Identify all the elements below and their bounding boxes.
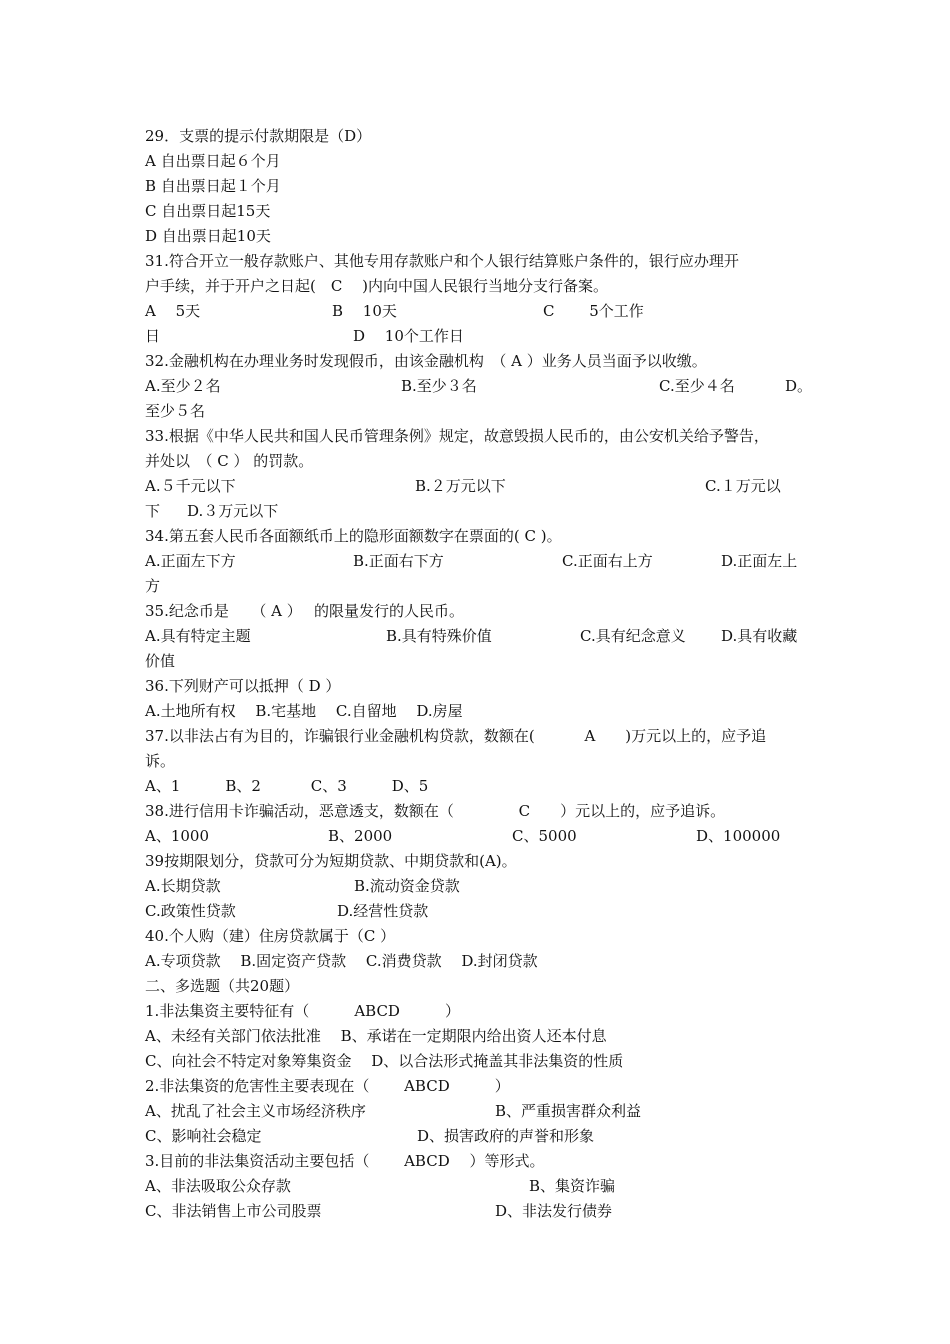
question-39-stem: 39按期限划分，贷款可分为短期贷款、中期贷款和(A)。 bbox=[145, 852, 517, 870]
question-34-option-a: A.正面左下方 bbox=[145, 552, 236, 570]
section-heading-multiple-choice: 二、多选题（共20题） bbox=[145, 977, 300, 995]
question-32-option-d-continued: 至少５名 bbox=[145, 402, 206, 420]
question-37-stem-line-2: 诉。 bbox=[145, 752, 176, 770]
question-34-stem: 34.第五套人民币各面额纸币上的隐形面额数字在票面的( C )。 bbox=[145, 527, 562, 545]
question-34-option-d-continued: 方 bbox=[145, 577, 161, 595]
question-32-options-row bbox=[145, 376, 825, 396]
multi-question-3-options-row-2 bbox=[145, 1201, 825, 1221]
question-35-option-b: B.具有特殊价值 bbox=[386, 627, 492, 645]
question-31-stem-line-1: 31.符合开立一般存款账户、其他专用存款账户和个人银行结算账户条件的，银行应办理开 bbox=[145, 252, 739, 270]
question-39-options-row-1 bbox=[145, 876, 825, 896]
question-40-options: A.专项贷款 B.固定资产贷款 C.消费贷款 D.封闭贷款 bbox=[145, 952, 538, 970]
question-39-option-a: A.长期贷款 bbox=[145, 877, 221, 895]
multi-question-3-options-row-1 bbox=[145, 1176, 825, 1196]
multi-question-2-option-a: A、扰乱了社会主义市场经济秩序 bbox=[145, 1102, 366, 1120]
question-32-option-a: A.至少２名 bbox=[145, 377, 221, 395]
multi-question-2-options-row-1 bbox=[145, 1101, 825, 1121]
question-32-option-c: C.至少４名 bbox=[659, 377, 735, 395]
question-39-option-c: C.政策性贷款 bbox=[145, 902, 236, 920]
question-36-options: A.土地所有权 B.宅基地 C.自留地 D.房屋 bbox=[145, 702, 463, 720]
question-33-option-c-continued: 下 bbox=[145, 502, 161, 520]
question-39-option-b: B.流动资金贷款 bbox=[354, 877, 460, 895]
question-33-stem-line-1: 33.根据《中华人民共和国人民币管理条例》规定，故意毁损人民币的，由公安机关给予警告， bbox=[145, 427, 769, 445]
question-35-option-d: D.具有收藏 bbox=[721, 627, 798, 645]
question-39-options-row-2 bbox=[145, 901, 825, 921]
question-32-option-b: B.至少３名 bbox=[401, 377, 477, 395]
multi-question-3-stem: 3.目前的非法集资活动主要包括（ ABCD ）等形式。 bbox=[145, 1152, 545, 1170]
question-29-option-a: A 自出票日起６个月 bbox=[145, 152, 281, 170]
question-38-option-c: C、5000 bbox=[512, 827, 577, 845]
multi-question-1-options-ab: A、未经有关部门依法批准 B、承诺在一定期限内给出资人还本付息 bbox=[145, 1027, 607, 1045]
question-40-stem: 40.个人购（建）住房贷款属于（C ） bbox=[145, 927, 396, 945]
question-31-option-a: A 5天 bbox=[145, 302, 201, 320]
multi-question-3-option-b: B、集资诈骗 bbox=[529, 1177, 616, 1195]
multi-question-1-stem: 1.非法集资主要特征有（ ABCD ） bbox=[145, 1002, 460, 1020]
question-29-option-d: D 自出票日起10天 bbox=[145, 227, 271, 245]
question-34-option-d: D.正面左上 bbox=[721, 552, 798, 570]
multi-question-3-option-a: A、非法吸取公众存款 bbox=[145, 1177, 291, 1195]
question-38-option-d: D、100000 bbox=[696, 827, 781, 845]
question-33-options-row-1 bbox=[145, 476, 825, 496]
question-32-stem: 32.金融机构在办理业务时发现假币，由该金融机构 （ A ）业务人员当面予以收缴。 bbox=[145, 352, 707, 370]
question-37-stem-line-1: 37.以非法占有为目的，诈骗银行业金融机构贷款，数额在( A )万元以上的，应予追 bbox=[145, 727, 767, 745]
question-33-stem-line-2: 并处以 （ C ） 的罚款。 bbox=[145, 452, 314, 470]
multi-question-2-options-row-2 bbox=[145, 1126, 825, 1146]
question-31-options-row-1 bbox=[145, 301, 825, 321]
question-29-option-b: B 自出票日起１个月 bbox=[145, 177, 281, 195]
multi-question-2-stem: 2.非法集资的危害性主要表现在（ ABCD ） bbox=[145, 1077, 510, 1095]
question-35-option-c: C.具有纪念意义 bbox=[580, 627, 686, 645]
multi-question-3-option-d: D、非法发行债券 bbox=[495, 1202, 613, 1220]
question-33-option-d: D.３万元以下 bbox=[187, 502, 279, 520]
question-34-options-row bbox=[145, 551, 825, 571]
question-35-option-d-continued: 价值 bbox=[145, 652, 176, 670]
question-32-option-d: D。 bbox=[785, 377, 813, 395]
question-31-option-b: B 10天 bbox=[332, 302, 397, 320]
question-38-option-a: A、1000 bbox=[145, 827, 210, 845]
question-33-option-c: C.１万元以 bbox=[705, 477, 781, 495]
question-34-option-c: C.正面右上方 bbox=[562, 552, 653, 570]
question-31-stem-line-2: 户手续，并于开户之日起( C )内向中国人民银行当地分支行备案。 bbox=[145, 277, 608, 295]
question-36-stem: 36.下列财产可以抵押（ D ） bbox=[145, 677, 341, 695]
question-34-option-b: B.正面右下方 bbox=[353, 552, 444, 570]
question-29-option-c: C 自出票日起15天 bbox=[145, 202, 271, 220]
question-31-option-d: D 10个工作日 bbox=[353, 327, 464, 345]
multi-question-2-option-d: D、损害政府的声誉和形象 bbox=[417, 1127, 595, 1145]
question-39-option-d: D.经营性贷款 bbox=[337, 902, 429, 920]
multi-question-1-options-cd: C、向社会不特定对象筹集资金 D、以合法形式掩盖其非法集资的性质 bbox=[145, 1052, 624, 1070]
question-33-option-a: A.５千元以下 bbox=[145, 477, 236, 495]
multi-question-2-option-c: C、影响社会稳定 bbox=[145, 1127, 262, 1145]
question-38-option-b: B、2000 bbox=[328, 827, 393, 845]
question-31-options-row-2 bbox=[145, 326, 825, 346]
question-37-options: A、1 B、2 C、3 D、5 bbox=[145, 777, 429, 795]
question-29-stem: 29．支票的提示付款期限是（D） bbox=[145, 127, 372, 145]
question-33-options-row-2 bbox=[145, 501, 825, 521]
question-35-option-a: A.具有特定主题 bbox=[145, 627, 251, 645]
multi-question-2-option-b: B、严重损害群众利益 bbox=[495, 1102, 642, 1120]
multi-question-3-option-c: C、非法销售上市公司股票 bbox=[145, 1202, 322, 1220]
question-31-option-c-continued: 日 bbox=[145, 327, 161, 345]
question-31-option-c: C 5个工作 bbox=[543, 302, 644, 320]
question-35-stem: 35.纪念币是 （ A ） 的限量发行的人民币。 bbox=[145, 602, 464, 620]
question-35-options-row bbox=[145, 626, 825, 646]
question-38-stem: 38.进行信用卡诈骗活动，恶意透支，数额在（ C ）元以上的，应予追诉。 bbox=[145, 802, 726, 820]
question-33-option-b: B.２万元以下 bbox=[415, 477, 506, 495]
question-38-options-row bbox=[145, 826, 825, 846]
